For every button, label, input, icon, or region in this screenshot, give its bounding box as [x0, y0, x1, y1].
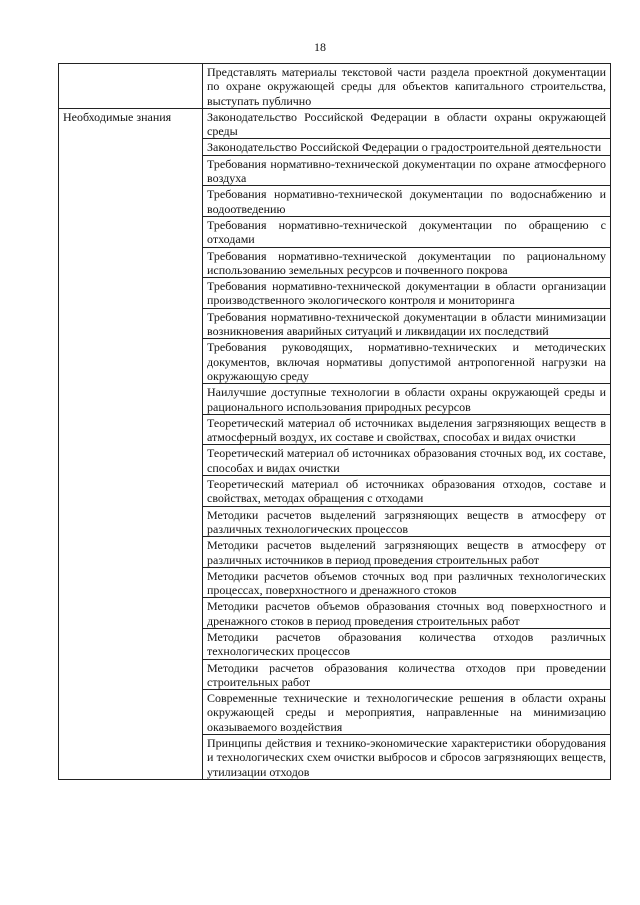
knowledge-item: Требования нормативно-технической документации по водоснабжению и водоотведению: [203, 186, 611, 217]
row-text: Представлять материалы текстовой части раздела проектной документации по охране окружающей среды для объектов капитального строительства, выступать публично: [203, 64, 611, 109]
knowledge-item: Требования нормативно-технической документации по обращению с отходами: [203, 216, 611, 247]
knowledge-item: Методики расчетов объемов сточных вод при различных технологических процессах, поверхностного и дренажного стоков: [203, 567, 611, 598]
requirements-table: [58, 63, 611, 780]
knowledge-item: Законодательство Российской Федерации о градостроительной деятельности: [203, 139, 611, 155]
table-row: [59, 64, 611, 109]
knowledge-item: Теоретический материал об источниках образования отходов, составе и свойствах, методах обращения с отходами: [203, 476, 611, 507]
knowledge-item: Законодательство Российской Федерации в области охраны окружающей среды: [203, 108, 611, 139]
knowledge-item: Методики расчетов образования количества отходов при проведении строительных работ: [203, 659, 611, 690]
knowledge-item: Принципы действия и технико-экономические характеристики оборудования и технологических схем очистки выбросов и сбросов загрязняющих веществ, утилизации отходов: [203, 735, 611, 780]
section-label-required-knowledge: Необходимые знания: [59, 108, 203, 779]
knowledge-item: Современные технические и технологические решения в области охраны окружающей среды и мероприятия, направленные на минимизацию оказываемого воздействия: [203, 690, 611, 735]
knowledge-item: Требования нормативно-технической документации в области минимизации возникновения аварийных ситуаций и ликвидации их последствий: [203, 308, 611, 339]
knowledge-item: Наилучшие доступные технологии в области охраны окружающей среды и рационального использования природных ресурсов: [203, 384, 611, 415]
knowledge-item: Теоретический материал об источниках образования сточных вод, их составе, способах и видах очистки: [203, 445, 611, 476]
knowledge-item: Методики расчетов выделений загрязняющих веществ в атмосферу от различных технологических процессов: [203, 506, 611, 537]
table-row: [59, 108, 611, 139]
knowledge-item: Требования нормативно-технической документации по охране атмосферного воздуха: [203, 155, 611, 186]
table-body: [59, 64, 611, 780]
knowledge-item: Методики расчетов образования количества отходов различных технологических процессов: [203, 628, 611, 659]
knowledge-item: Методики расчетов объемов образования сточных вод поверхностного и дренажного стоков в период проведения строительных работ: [203, 598, 611, 629]
page-number: 18: [314, 40, 326, 54]
knowledge-item: Требования нормативно-технической документации в области организации производственного экологического контроля и мониторинга: [203, 278, 611, 309]
knowledge-item: Требования нормативно-технической документации по рациональному использованию земельных ресурсов и почвенного покрова: [203, 247, 611, 278]
knowledge-item: Методики расчетов выделений загрязняющих веществ в атмосферу от различных источников в период проведения строительных работ: [203, 537, 611, 568]
row-label: [59, 64, 203, 109]
knowledge-item: Теоретический материал об источниках выделения загрязняющих веществ в атмосферный воздух, их составе и свойствах, способах и видах очистки: [203, 414, 611, 445]
knowledge-item: Требования руководящих, нормативно-технических и методических документов, включая нормативы допустимой антропогенной нагрузки на окружающую среду: [203, 339, 611, 384]
